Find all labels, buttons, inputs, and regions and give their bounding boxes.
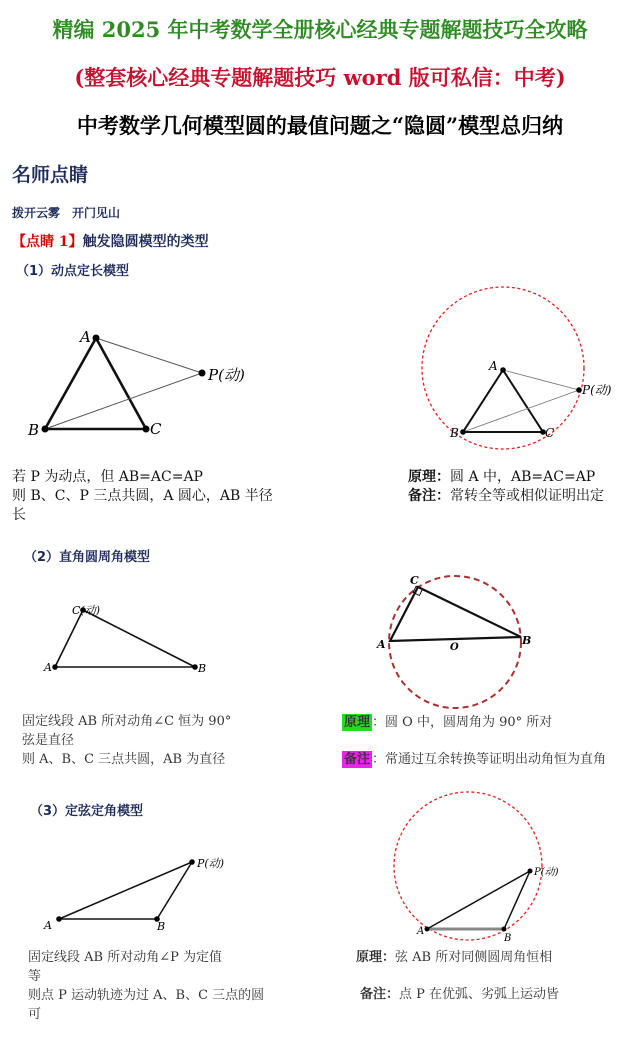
model1-text-line1: 若 P 为动点，但 AB=AC=AP (12, 469, 203, 485)
point-a (425, 927, 430, 932)
model2-text-line3: 则 A、B、C 三点共圆，AB 为直径 (22, 752, 226, 767)
tip-text: 触发隐圆模型的类型 (82, 234, 209, 250)
principle-label-highlight: 原理 (344, 715, 371, 730)
model1-title: （1）动点定长模型 (16, 264, 130, 279)
section-slogan: 拨开云雾 开门见山 (12, 206, 121, 220)
label-c-right: C (545, 426, 555, 440)
note-text: 常转全等或相似证明出定 (450, 488, 604, 504)
principle-label: 原理： (356, 950, 396, 965)
document-title: 中考数学几何模型圆的最值问题之“隐圆”模型总归纳 (76, 113, 564, 138)
label-p: P(动) (534, 867, 559, 878)
label-a: A (80, 328, 91, 346)
section-heading: 名师点睛 (12, 164, 89, 186)
label-c: C (410, 574, 419, 587)
principle-text: 弦 AB 所对同侧圆周角恒相 (395, 950, 553, 965)
principle-label: 原理： (408, 469, 450, 485)
model3-text-line1: 固定线段 AB 所对动角∠P 为定值 (28, 950, 222, 965)
model2-text-line2: 弦是直径 (22, 733, 75, 748)
note-text: ：常通过互余转换等证明出动角恒为直角 (372, 752, 607, 767)
model3-text-line2: 等 (28, 969, 42, 984)
model3-note (360, 985, 636, 1004)
label-o: O (450, 642, 459, 653)
tip-tag: 【点睛 1】 (12, 234, 83, 250)
model3-text-line3: 则点 P 运动轨迹为过 A、B、C 三点的圆 (28, 988, 265, 1003)
label-p: P(动) (197, 857, 224, 870)
header-line-1: 精编 2025 年中考数学全册核心经典专题解题技巧全攻略 (52, 17, 588, 42)
label-a-right: A (489, 359, 498, 373)
label-a: A (44, 919, 52, 932)
label-b: B (198, 662, 207, 675)
model3-principle (356, 948, 636, 967)
model3-title: （3）定弦定角模型 (30, 804, 144, 819)
note-label: 备注： (360, 987, 400, 1002)
label-b: B (522, 634, 532, 647)
label-b: B (504, 933, 512, 944)
model2-title: （2）直角圆周角模型 (24, 550, 151, 565)
model1-text-line2: 则 B、C、P 三点共圆，A 圆心，AB 半径 (12, 488, 273, 504)
point-p (528, 869, 533, 874)
label-b-right: B (450, 426, 459, 440)
model1-text-line3: 长 (12, 507, 26, 523)
principle-text: ：圆 O 中，圆周角为 90° 所对 (372, 715, 553, 730)
model3-text-line4: 可 (28, 1007, 42, 1022)
segment-bp (504, 871, 530, 929)
principle-text: 圆 A 中，AB=AC=AP (450, 469, 596, 485)
hidden-circle-abp (394, 792, 542, 940)
label-a: A (417, 926, 425, 937)
label-c-dyn: C(动) (72, 604, 100, 617)
header-line-2: (整套核心经典专题解题技巧 word 版可私信：中考) (74, 65, 566, 90)
point-b (502, 927, 507, 932)
note-text: 点 P 在优弧、劣弧上运动皆 (399, 987, 560, 1002)
model2-text-line1: 固定线段 AB 所对动角∠C 恒为 90° (22, 714, 232, 729)
note-label-highlight: 备注 (344, 752, 371, 767)
label-p: P(动) (208, 366, 245, 384)
label-a: A (377, 638, 386, 651)
label-c: C (150, 420, 162, 438)
note-label: 备注： (408, 488, 450, 504)
model3-left-text (28, 948, 298, 1024)
label-b: B (157, 920, 166, 933)
label-b: B (28, 421, 40, 439)
label-a: A (44, 661, 52, 674)
label-p-right: P(动) (582, 383, 612, 397)
segment-ap (427, 871, 530, 929)
